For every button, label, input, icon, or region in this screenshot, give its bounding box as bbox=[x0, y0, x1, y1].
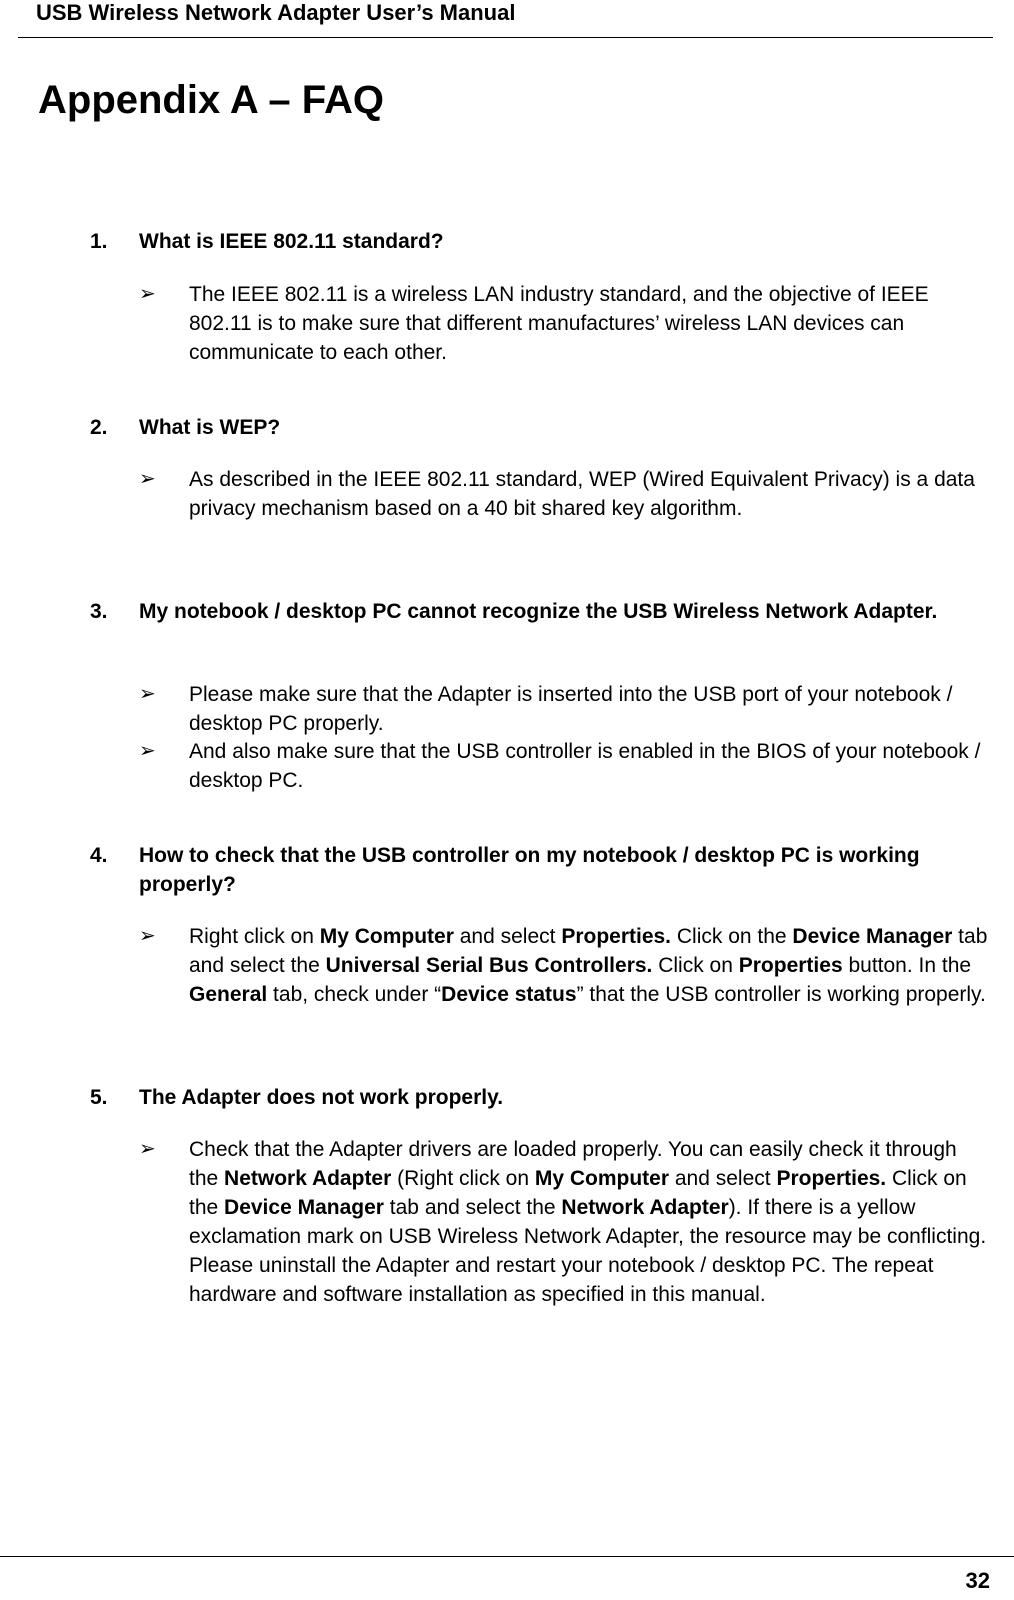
question-number: 3. bbox=[90, 600, 108, 623]
answer-run: button. In the bbox=[842, 954, 972, 977]
answer-emphasis: My Computer bbox=[319, 925, 454, 948]
answer-run: The IEEE 802.11 is a wireless LAN industry standard, and the objective of IEEE 802.11 is to make sure that different manufactures’ wireless LAN devices can communicate to each other. bbox=[189, 283, 929, 364]
answer-run: As described in the IEEE 802.11 standard, WEP (Wired Equivalent Privacy) is a data privacy mechanism based on a 40 bit shared key algorithm. bbox=[189, 468, 975, 520]
answer-emphasis: Device Manager bbox=[792, 925, 953, 948]
question-number: 1. bbox=[90, 230, 108, 253]
answer-run: (Right click on bbox=[391, 1167, 535, 1190]
answer-run: Click on the bbox=[189, 1167, 967, 1219]
answer-run: ” that the USB controller is working properly. bbox=[576, 983, 986, 1006]
answer-text bbox=[189, 922, 989, 1009]
arrow-bullet-icon: ➢ bbox=[139, 683, 156, 705]
question-text: How to check that the USB controller on my notebook / desktop PC is working properly? bbox=[139, 844, 920, 896]
answer-run: And also make sure that the USB controller is enabled in the BIOS of your notebook / desktop PC. bbox=[189, 740, 981, 792]
answer-run: Right click on bbox=[189, 925, 320, 948]
answer-run: and select bbox=[453, 925, 562, 948]
answer-text bbox=[189, 737, 989, 795]
answer-emphasis: My Computer bbox=[534, 1167, 670, 1190]
answer-emphasis: Properties. bbox=[776, 1167, 887, 1190]
answer-run: Check that the Adapter drivers are loaded properly. You can easily check it through the bbox=[189, 1138, 957, 1190]
running-header: USB Wireless Network Adapter User’s Manual bbox=[36, 0, 516, 25]
answer-text bbox=[189, 465, 989, 523]
answer-emphasis: Device status bbox=[441, 983, 577, 1006]
answer-emphasis: Universal Serial Bus Controllers. bbox=[325, 954, 653, 977]
question-text: The Adapter does not work properly. bbox=[139, 1086, 504, 1109]
answer-run: Please make sure that the Adapter is inserted into the USB port of your notebook / desktop PC properly. bbox=[189, 683, 953, 735]
question-number: 4. bbox=[90, 844, 108, 867]
answer-emphasis: Network Adapter bbox=[561, 1196, 729, 1219]
answer-emphasis: General bbox=[189, 983, 268, 1006]
answer-run: Click on the bbox=[671, 925, 793, 948]
arrow-bullet-icon: ➢ bbox=[139, 740, 156, 762]
answer-run: Click on bbox=[652, 954, 739, 977]
answer-run: ). If there is a yellow exclamation mark on USB Wireless Network Adapter, the resource may be conflicting. Please uninstall the Adapter and restart your notebook / desktop PC. The repeat hardware and software installation as specified in this manual. bbox=[189, 1196, 987, 1306]
arrow-bullet-icon: ➢ bbox=[139, 468, 156, 490]
question-number: 5. bbox=[90, 1086, 108, 1109]
answer-emphasis: Properties bbox=[738, 954, 843, 977]
question-text: What is WEP? bbox=[139, 416, 281, 439]
answer-emphasis: Properties. bbox=[561, 925, 672, 948]
answer-emphasis: Device Manager bbox=[224, 1196, 384, 1219]
footer-divider bbox=[0, 1556, 1014, 1557]
answer-run: tab and select the bbox=[383, 1196, 562, 1219]
header-divider bbox=[18, 37, 993, 38]
arrow-bullet-icon: ➢ bbox=[139, 925, 156, 947]
page-title: Appendix A – FAQ bbox=[38, 78, 384, 122]
page-number: 32 bbox=[965, 1568, 990, 1593]
question-text: What is IEEE 802.11 standard? bbox=[139, 230, 444, 253]
arrow-bullet-icon: ➢ bbox=[139, 1138, 156, 1160]
answer-run: and select bbox=[669, 1167, 777, 1190]
answer-text bbox=[189, 1135, 989, 1309]
arrow-bullet-icon: ➢ bbox=[139, 283, 156, 305]
answer-text bbox=[189, 680, 989, 738]
answer-run: tab, check under “ bbox=[267, 983, 442, 1006]
answer-text bbox=[189, 280, 989, 367]
answer-run: tab and select the bbox=[189, 925, 988, 977]
question-text: My notebook / desktop PC cannot recognize the USB Wireless Network Adapter. bbox=[139, 600, 938, 623]
answer-emphasis: Network Adapter bbox=[224, 1167, 392, 1190]
question-number: 2. bbox=[90, 416, 108, 439]
